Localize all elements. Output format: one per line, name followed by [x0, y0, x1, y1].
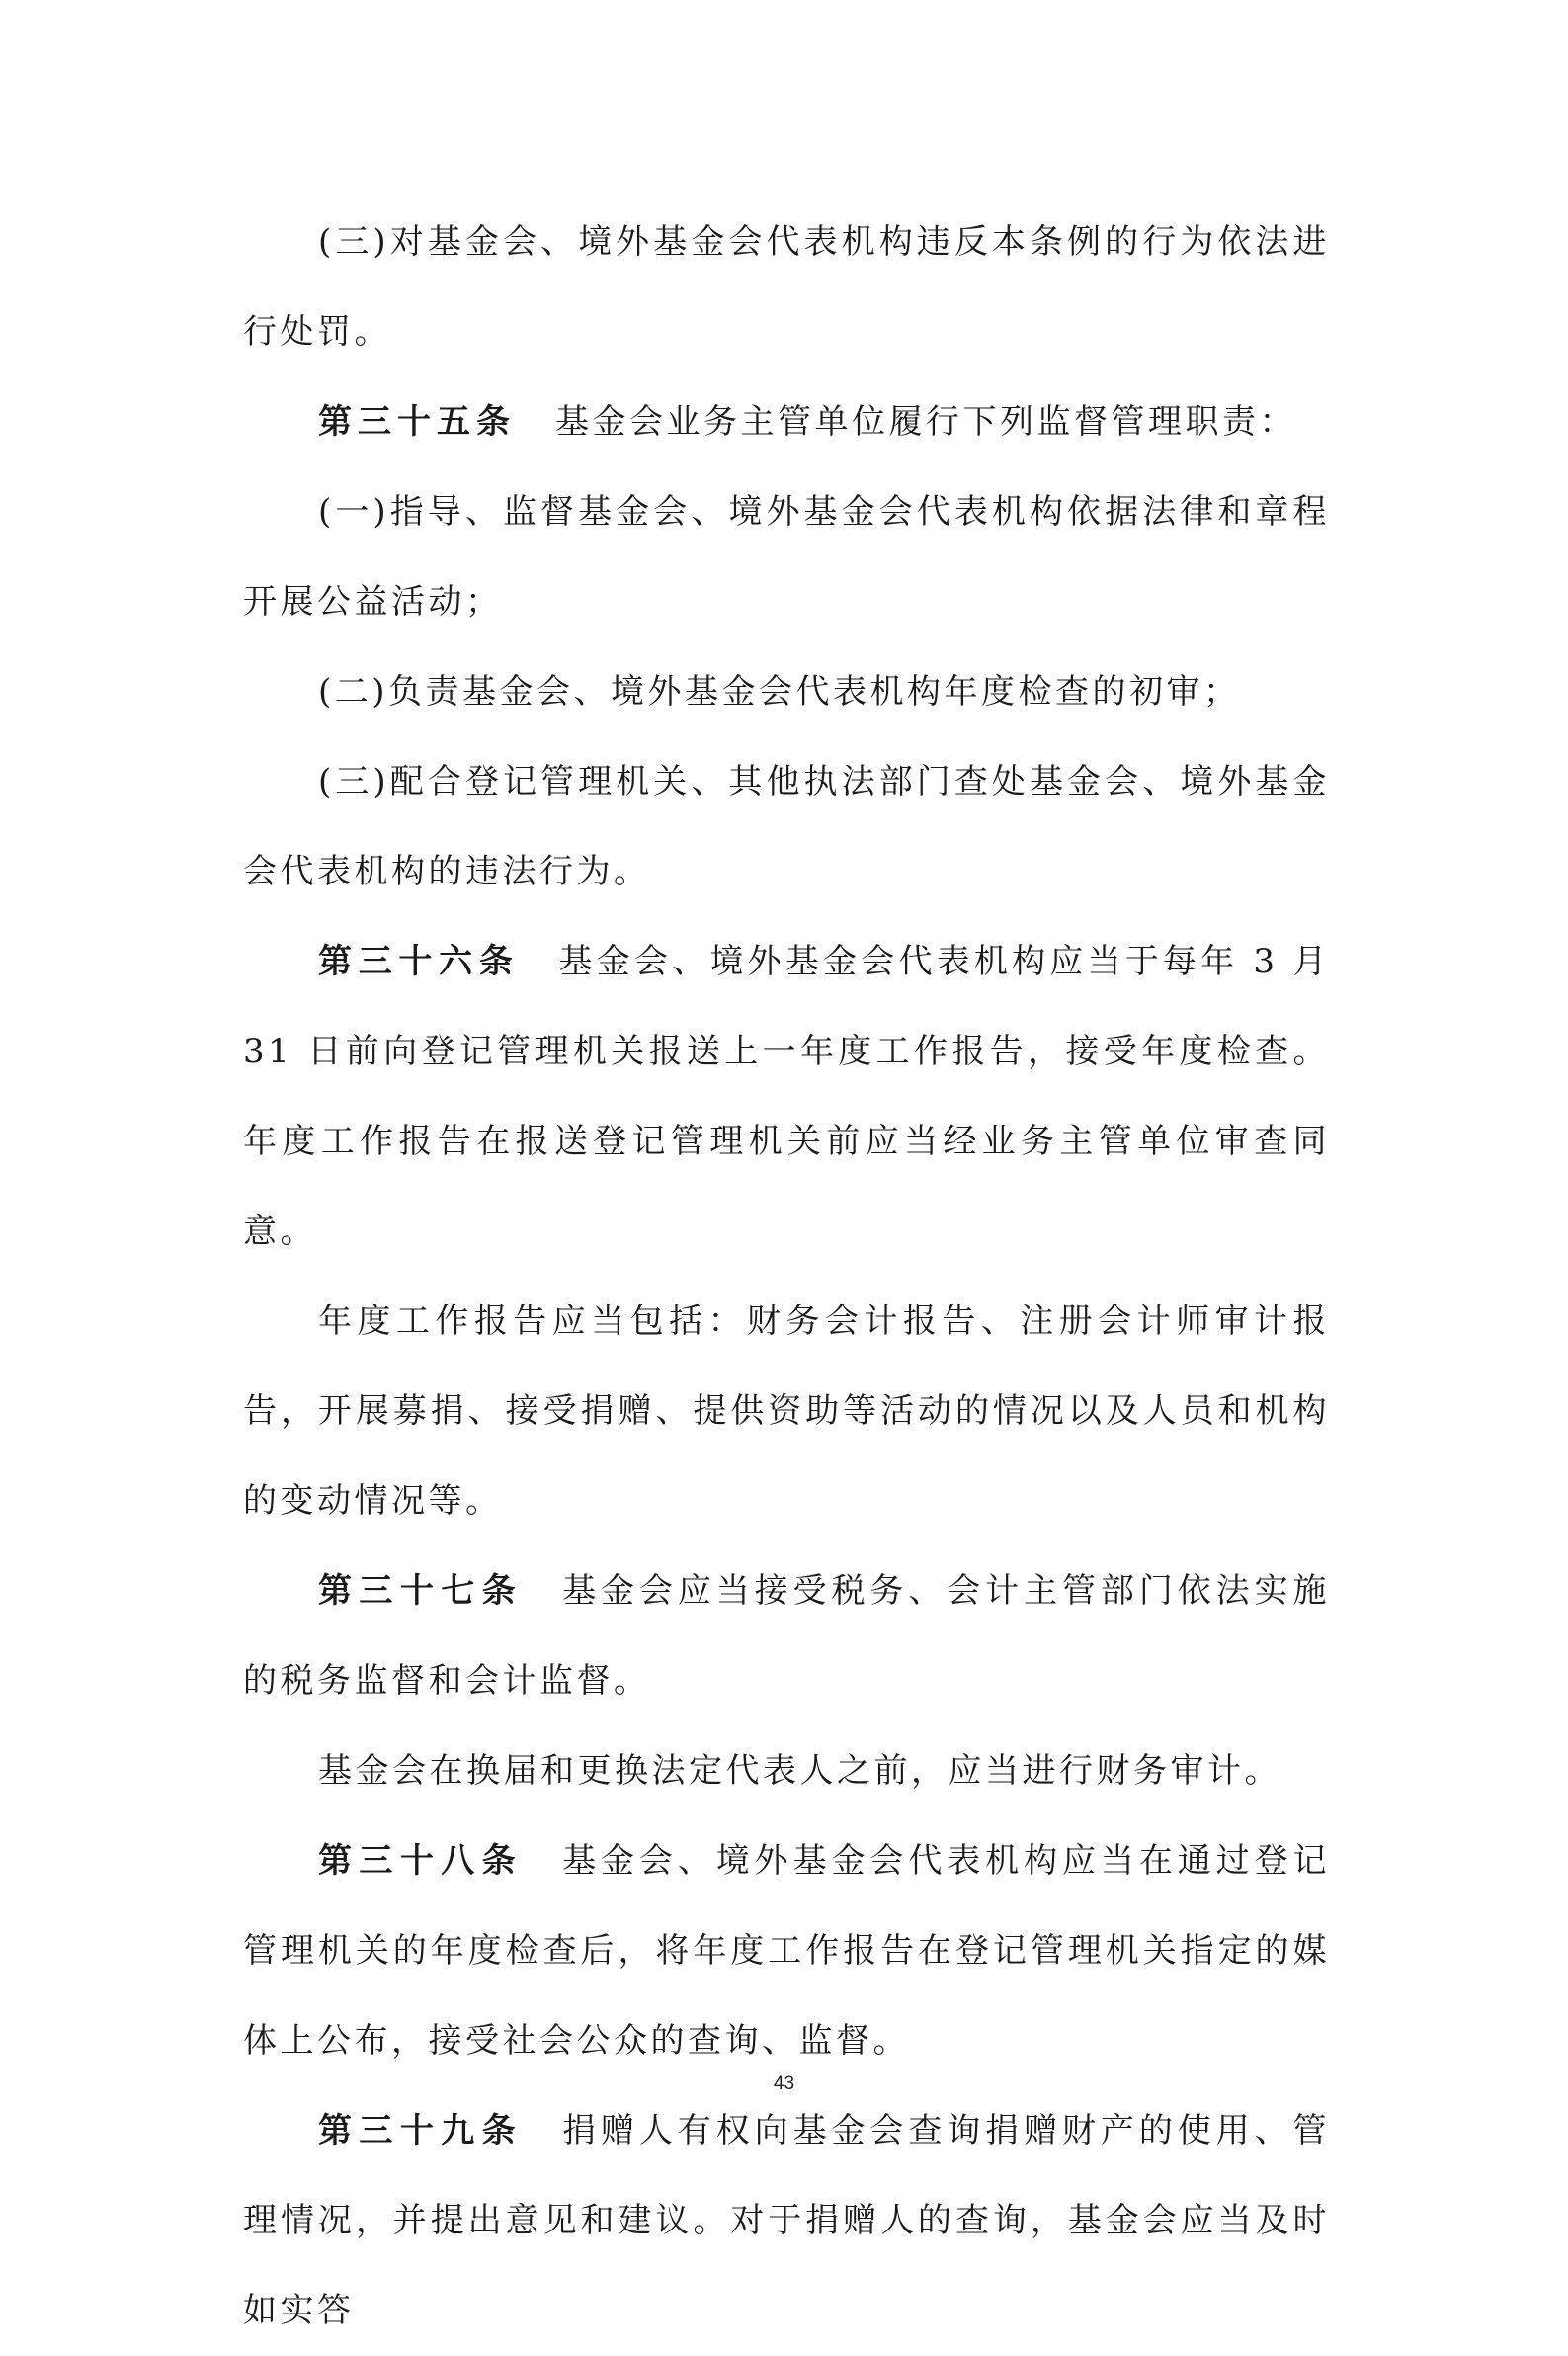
- paragraph-article-39: [243, 2086, 1330, 2356]
- paragraph-text: 基金会、境外基金会代表机构应当在通过登记管理机关的年度检查后，将年度工作报告在登记管理机关指定的媒体上公布，接受社会公众的查询、监督。: [243, 1841, 1331, 2061]
- paragraph: [243, 647, 1330, 737]
- article-number: 第三十六条: [318, 942, 520, 981]
- paragraph-article-35: [243, 378, 1330, 467]
- article-number: 第三十七条: [318, 1571, 524, 1611]
- paragraph-article-36: [243, 917, 1330, 1277]
- article-number: 第三十八条: [318, 1841, 524, 1881]
- article-number: 第三十九条: [318, 2111, 524, 2150]
- page-number: 43: [773, 2073, 795, 2094]
- paragraph-article-38: [243, 1816, 1330, 2086]
- paragraph: [243, 1277, 1330, 1547]
- paragraph-text: 基金会业务主管单位履行下列监督管理职责：: [555, 402, 1296, 442]
- paragraph: [243, 467, 1330, 647]
- paragraph-text: (三)对基金会、境外基金会代表机构违反本条例的行为依法进行处罚。: [243, 222, 1330, 352]
- paragraph-text: (一)指导、监督基金会、境外基金会代表机构依据法律和章程开展公益活动；: [243, 492, 1330, 622]
- paragraph-text: (三)配合登记管理机关、其他执法部门查处基金会、境外基金会代表机构的违法行为。: [243, 762, 1330, 891]
- article-number: 第三十五条: [318, 402, 516, 442]
- paragraph-text: 基金会应当接受税务、会计主管部门依法实施的税务监督和会计监督。: [243, 1571, 1331, 1701]
- paragraph: [243, 1726, 1330, 1816]
- paragraph: [243, 737, 1330, 917]
- paragraph-text: (二)负责基金会、境外基金会代表机构年度检查的初审；: [318, 672, 1241, 712]
- paragraph-article-37: [243, 1547, 1330, 1726]
- paragraph-text: 年度工作报告应当包括：财务会计报告、注册会计师审计报告，开展募捐、接受捐赠、提供资助等活动的情况以及人员和机构的变动情况等。: [243, 1302, 1330, 1521]
- paragraph-text: 基金会、境外基金会代表机构应当于每年 3 月 31 日前向登记管理机关报送上一年度工作报告，接受年度检查。年度工作报告在报送登记管理机关前应当经业务主管单位审查同意。: [243, 942, 1331, 1251]
- paragraph-text: 基金会在换届和更换法定代表人之前，应当进行财务审计。: [318, 1751, 1281, 1791]
- body-text: [243, 198, 1330, 2356]
- paragraph: [243, 198, 1330, 378]
- paragraph-text: 捐赠人有权向基金会查询捐赠财产的使用、管理情况，并提出意见和建议。对于捐赠人的查询，基金会应当及时如实答: [243, 2111, 1331, 2330]
